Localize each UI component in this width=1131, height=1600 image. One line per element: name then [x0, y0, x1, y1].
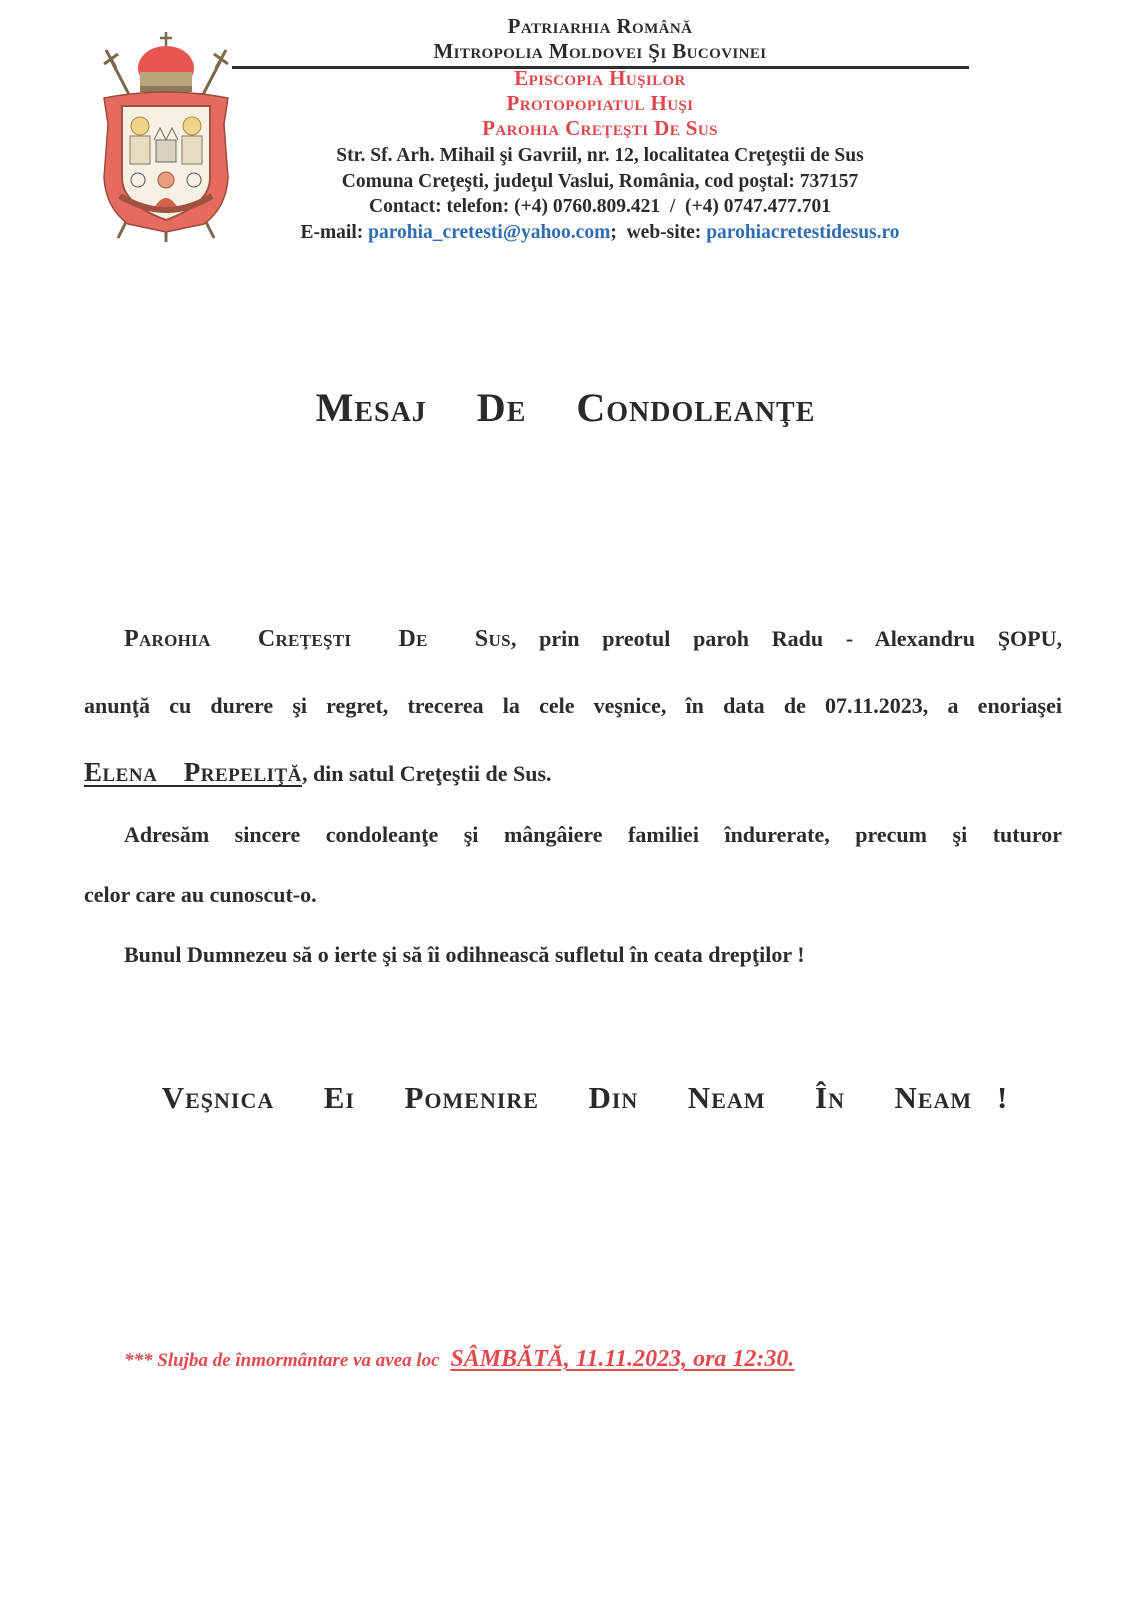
funeral-notice-text: *** Slujba de înmormântare va avea loc: [124, 1350, 445, 1371]
header-address-commune: Comuna Creţeşti, judeţul Vaslui, România, cod poştal: 737157: [341, 171, 859, 192]
funeral-notice: [124, 1346, 794, 1373]
paragraph-announcement-line3: [84, 757, 552, 788]
paragraph-announcement-line2: anunţă cu durere şi regret, trecerea la cele veşnice, în data de 07.11.2023, a enoriaşei: [84, 693, 1062, 718]
priest-text: , prin preotul paroh Radu - Alexandru ŞOPU,: [510, 626, 1063, 651]
header-parish: Parohia Creţeşti De Sus: [482, 116, 718, 140]
eternal-memory-line: Veşnica Ei Pomenire Din Neam În Neam !: [161, 1080, 1009, 1115]
website-link[interactable]: parohiacretestidesus.ro: [706, 222, 900, 243]
header-address-street: Str. Sf. Arh. Mihail şi Gavriil, nr. 12, localitatea Creţeştii de Sus: [336, 145, 864, 166]
village-text: , din satul Creţeştii de Sus.: [301, 761, 552, 786]
paragraph-condolences-line2: celor care au cunoscut-o.: [84, 882, 317, 907]
header-deanery: Protopopiatul Huşi: [506, 91, 694, 115]
header-email-website: [230, 222, 970, 244]
header-metropolis: Mitropolia Moldovei Şi Bucovinei: [433, 39, 767, 63]
document-title: Mesaj De Condoleanţe: [315, 385, 816, 430]
header-contact-phones: Contact: telefon: (+4) 0760.809.421 / (+4) 0747.477.701: [369, 196, 831, 217]
paragraph-condolences-line1: Adresăm sincere condoleanţe şi mângâiere familiei îndurerate, precum şi tuturor: [124, 822, 1062, 847]
email-label: E-mail:: [300, 222, 369, 243]
separator: ;: [610, 222, 627, 243]
orthodox-coat-of-arms-icon: [96, 28, 236, 246]
funeral-datetime: SÂMBĂTĂ, 11.11.2023, ora 12:30.: [450, 1346, 795, 1372]
header-patriarchate: Patriarhia Română: [507, 14, 693, 38]
paragraph-announcement-line1: [124, 626, 1062, 653]
email-link[interactable]: parohia_cretesti@yahoo.com: [368, 222, 611, 243]
deceased-name: Elena Prepeliţă: [84, 757, 302, 787]
parish-name: Parohia Creţeşti De Sus: [124, 626, 511, 652]
website-label: web-site:: [626, 222, 707, 243]
paragraph-prayer: Bunul Dumnezeu să o ierte şi să îi odihnească sufletul în ceata drepţilor !: [124, 942, 805, 967]
header-diocese: Episcopia Huşilor: [514, 66, 686, 90]
